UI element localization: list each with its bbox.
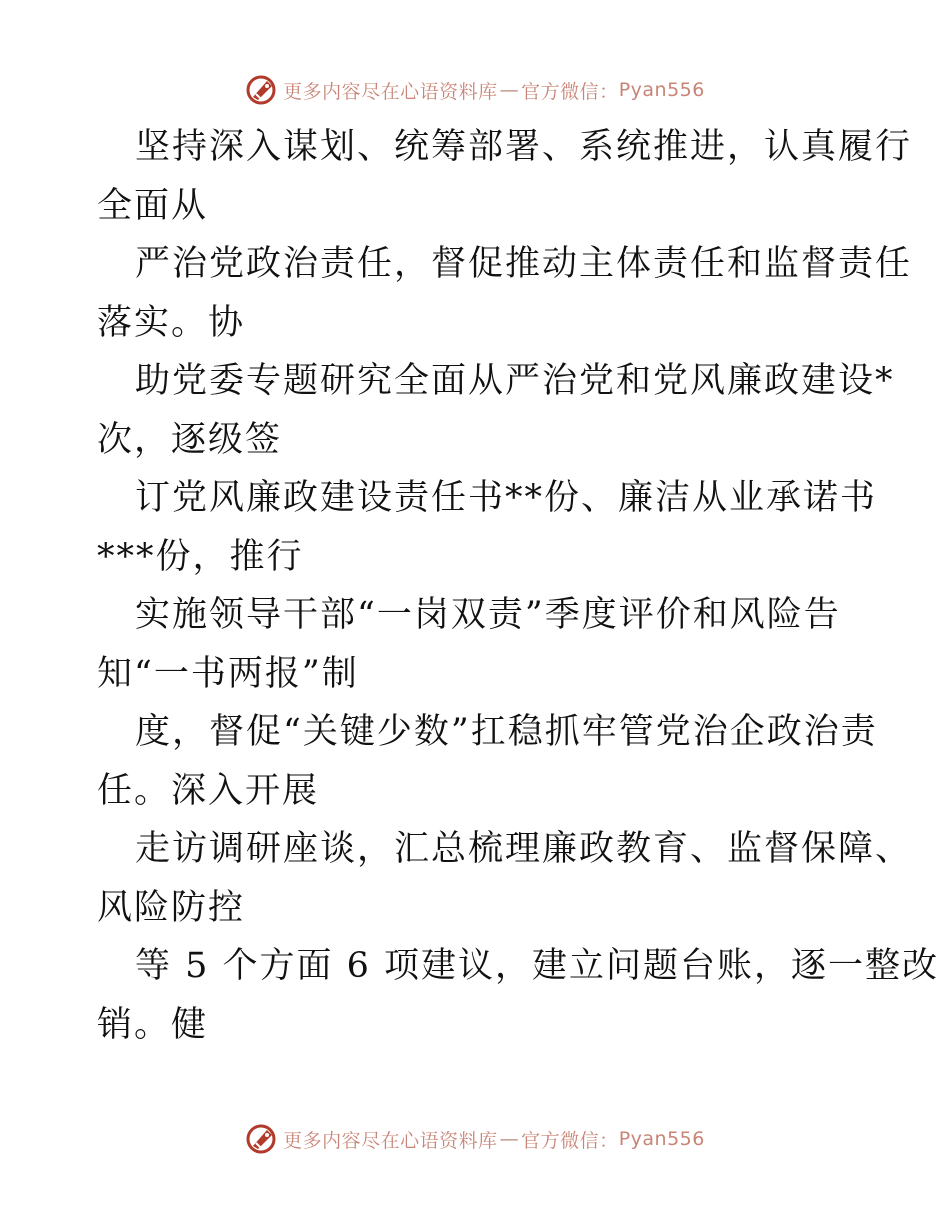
pen-nib-logo-icon bbox=[245, 73, 279, 107]
body-line: 次，逐级签 bbox=[97, 419, 283, 460]
banner-wechat-id: Pyan556 bbox=[618, 79, 705, 101]
body-line: 风险防控 bbox=[97, 887, 246, 928]
body-line: 实施领导干部“一岗双责”季度评价和风险告 bbox=[135, 595, 841, 635]
banner-wechat-id: Pyan556 bbox=[618, 1128, 705, 1150]
body-line: 走访调研座谈，汇总梳理廉政教育、监督保障、 bbox=[135, 829, 913, 869]
body-line: 等 5 个方面 6 项建议，建立问题台账，逐一整改 bbox=[135, 946, 940, 986]
banner-wechat-label: 官方微信： bbox=[521, 80, 619, 103]
banner-promo-text: 更多内容尽在心语资料库 bbox=[283, 80, 498, 103]
banner-promo-text: 更多内容尽在心语资料库 bbox=[283, 1129, 498, 1152]
footer-banner bbox=[0, 1121, 950, 1157]
body-line: 落实。协 bbox=[97, 302, 246, 343]
document-body bbox=[97, 118, 940, 1054]
body-line: 全面从 bbox=[97, 185, 209, 226]
banner-dash: — bbox=[499, 1128, 520, 1150]
body-line: 严治党政治责任，督促推动主体责任和监督责任 bbox=[135, 244, 913, 284]
body-line: ***份，推行 bbox=[97, 536, 304, 577]
body-line: 度，督促“关键少数”扛稳抓牢管党治企政治责 bbox=[135, 712, 878, 752]
banner-dash: — bbox=[499, 79, 520, 101]
body-line: 任。深入开展 bbox=[97, 770, 320, 811]
body-line: 助党委专题研究全面从严治党和党风廉政建设* bbox=[135, 361, 895, 401]
banner-wechat-label: 官方微信： bbox=[521, 1129, 619, 1152]
header-banner bbox=[0, 72, 950, 108]
pen-nib-logo-icon bbox=[245, 1122, 279, 1156]
body-line: 坚持深入谋划、统筹部署、系统推进，认真履行 bbox=[135, 127, 913, 167]
body-line: 知“一书两报”制 bbox=[97, 653, 359, 694]
body-line: 订党风廉政建设责任书**份、廉洁从业承诺书 bbox=[135, 478, 878, 518]
body-line: 销。健 bbox=[97, 1004, 209, 1045]
